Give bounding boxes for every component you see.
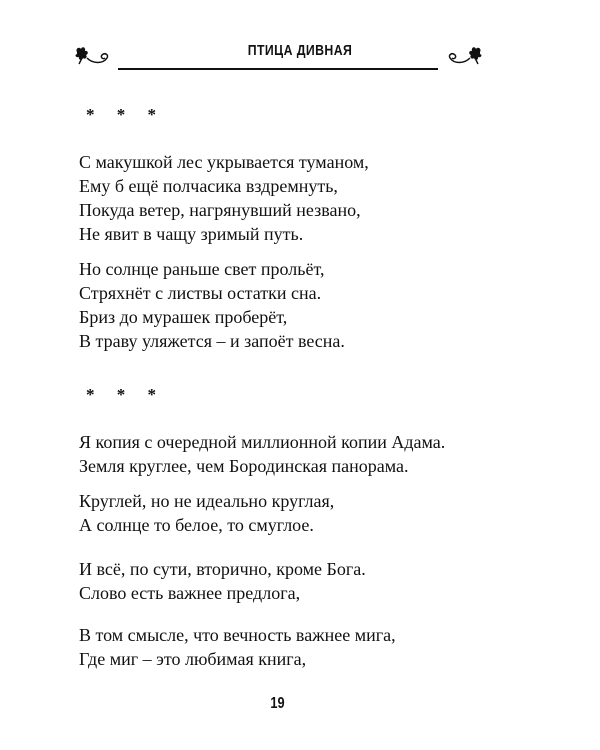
poem-line: Стряхнёт с листвы остатки сна. bbox=[79, 283, 322, 303]
poem-line: В том смысле, что вечность важнее мига, bbox=[79, 625, 396, 645]
poem-line: Слово есть важнее предлога, bbox=[79, 583, 301, 603]
poem-line: А солнце то белое, то смуглое. bbox=[79, 515, 314, 535]
header-rule bbox=[118, 68, 438, 70]
poem-line: Бриз до мурашек проберёт, bbox=[79, 307, 288, 327]
poem-stanza bbox=[79, 557, 366, 605]
poem-separator: * * * bbox=[86, 385, 165, 404]
poem-separator: * * * bbox=[86, 105, 165, 124]
poem-line: Ему б ещё полчасика вздремнуть, bbox=[79, 176, 338, 196]
poem-stanza bbox=[79, 257, 345, 353]
poem-stanza bbox=[79, 623, 396, 671]
poem-line: И всё, по сути, вторично, кроме Бога. bbox=[79, 559, 366, 579]
poem-line: Круглей, но не идеально круглая, bbox=[79, 491, 335, 511]
oak-leaf-flourish-icon bbox=[440, 44, 484, 75]
poem-line: Где миг – это любимая книга, bbox=[79, 649, 307, 669]
running-header-title: ПТИЦА ДИВНАЯ bbox=[247, 42, 353, 59]
poem-stanza bbox=[79, 430, 445, 478]
poem-line: Не явит в чащу зримый путь. bbox=[79, 224, 304, 244]
poem-line: В траву уляжется – и запоёт весна. bbox=[79, 331, 345, 351]
poem-line: С макушкой лес укрывается туманом, bbox=[79, 152, 369, 172]
poem-stanza bbox=[79, 489, 334, 537]
page-number: 19 bbox=[270, 695, 285, 712]
poem-line: Но солнце раньше свет прольёт, bbox=[79, 259, 325, 279]
poem-stanza bbox=[79, 150, 369, 246]
poem-line: Земля круглее, чем Бородинская панорама. bbox=[79, 456, 409, 476]
poem-line: Покуда ветер, нагрянувший незвано, bbox=[79, 200, 361, 220]
poem-line: Я копия с очередной миллионной копии Адама. bbox=[79, 432, 446, 452]
running-header bbox=[0, 30, 600, 80]
